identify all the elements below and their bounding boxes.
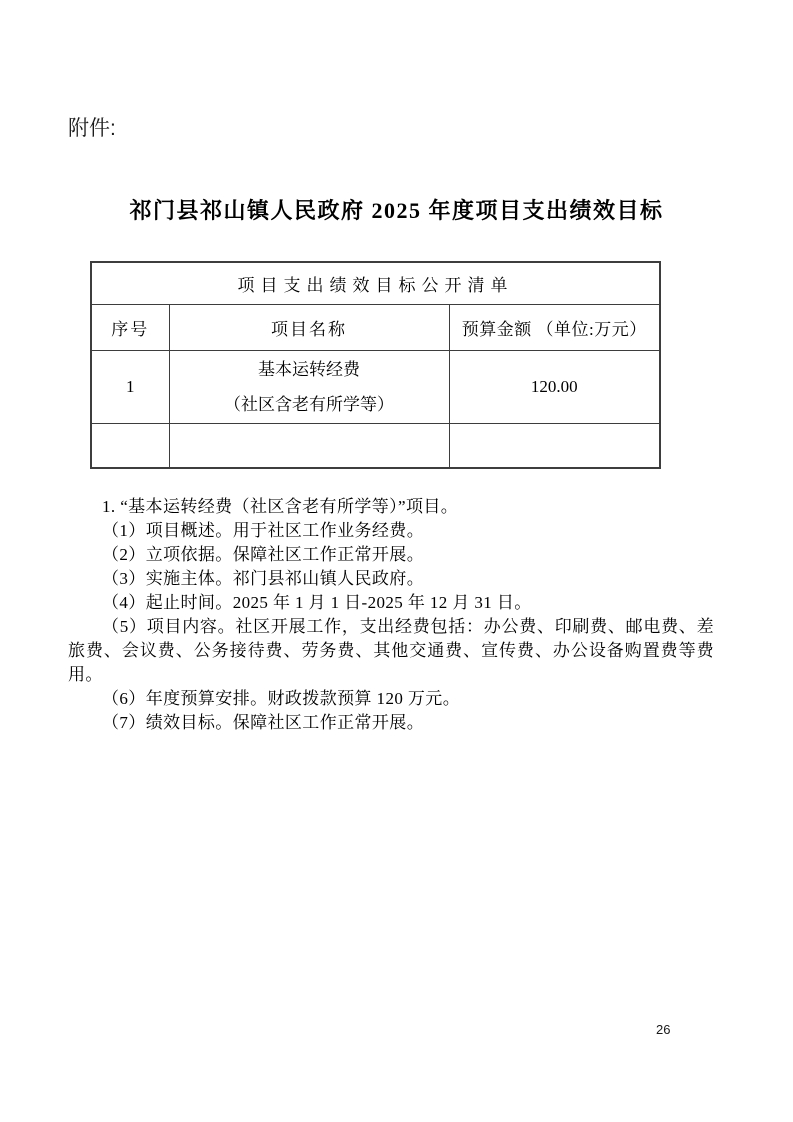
body-paragraph-implementer: （3）实施主体。祁门县祁山镇人民政府。 <box>102 569 425 588</box>
column-header-project-name: 项目名称 <box>169 305 449 351</box>
body-paragraph-performance-goal: （7）绩效目标。保障社区工作正常开展。 <box>102 713 425 732</box>
body-paragraph-project-heading: 1. “基本运转经费（社区含老有所学等）”项目。 <box>102 497 459 516</box>
table-header-row <box>91 305 660 351</box>
column-header-seq: 序号 <box>91 305 169 351</box>
body-paragraph-annual-budget: （6）年度预算安排。财政拨款预算 120 万元。 <box>102 689 461 708</box>
body-text-block <box>68 495 714 735</box>
table-row-empty <box>91 424 660 469</box>
project-name-line2: （社区含老有所学等） <box>224 395 394 414</box>
column-header-budget: 预算金额 （单位:万元） <box>449 305 660 351</box>
body-paragraph-overview: （1）项目概述。用于社区工作业务经费。 <box>102 521 425 540</box>
cell-budget-empty <box>449 424 660 469</box>
cell-budget: 120.00 <box>449 351 660 424</box>
project-name-line1: 基本运转经费 <box>258 360 360 379</box>
page-title: 祁门县祁山镇人民政府 2025 年度项目支出绩效目标 <box>129 198 664 223</box>
cell-project-name-empty <box>169 424 449 469</box>
cell-seq-empty <box>91 424 169 469</box>
table-row <box>91 351 660 424</box>
table-caption: 项目支出绩效目标公开清单 <box>91 262 660 305</box>
table-caption-row <box>91 262 660 305</box>
body-paragraph-content: （5）项目内容。社区开展工作，支出经费包括：办公费、印刷费、邮电费、差旅费、会议费、公务接待费、劳务费、其他交通费、宣传费、办公设备购置费等费用。 <box>68 617 714 684</box>
attachment-label: 附件: <box>68 117 116 140</box>
cell-seq: 1 <box>91 351 169 424</box>
body-paragraph-duration: （4）起止时间。2025 年 1 月 1 日-2025 年 12 月 31 日。 <box>102 593 532 612</box>
page-number: 26 <box>656 1022 671 1037</box>
body-paragraph-basis: （2）立项依据。保障社区工作正常开展。 <box>102 545 425 564</box>
performance-target-table <box>90 261 661 469</box>
cell-project-name <box>169 351 449 424</box>
